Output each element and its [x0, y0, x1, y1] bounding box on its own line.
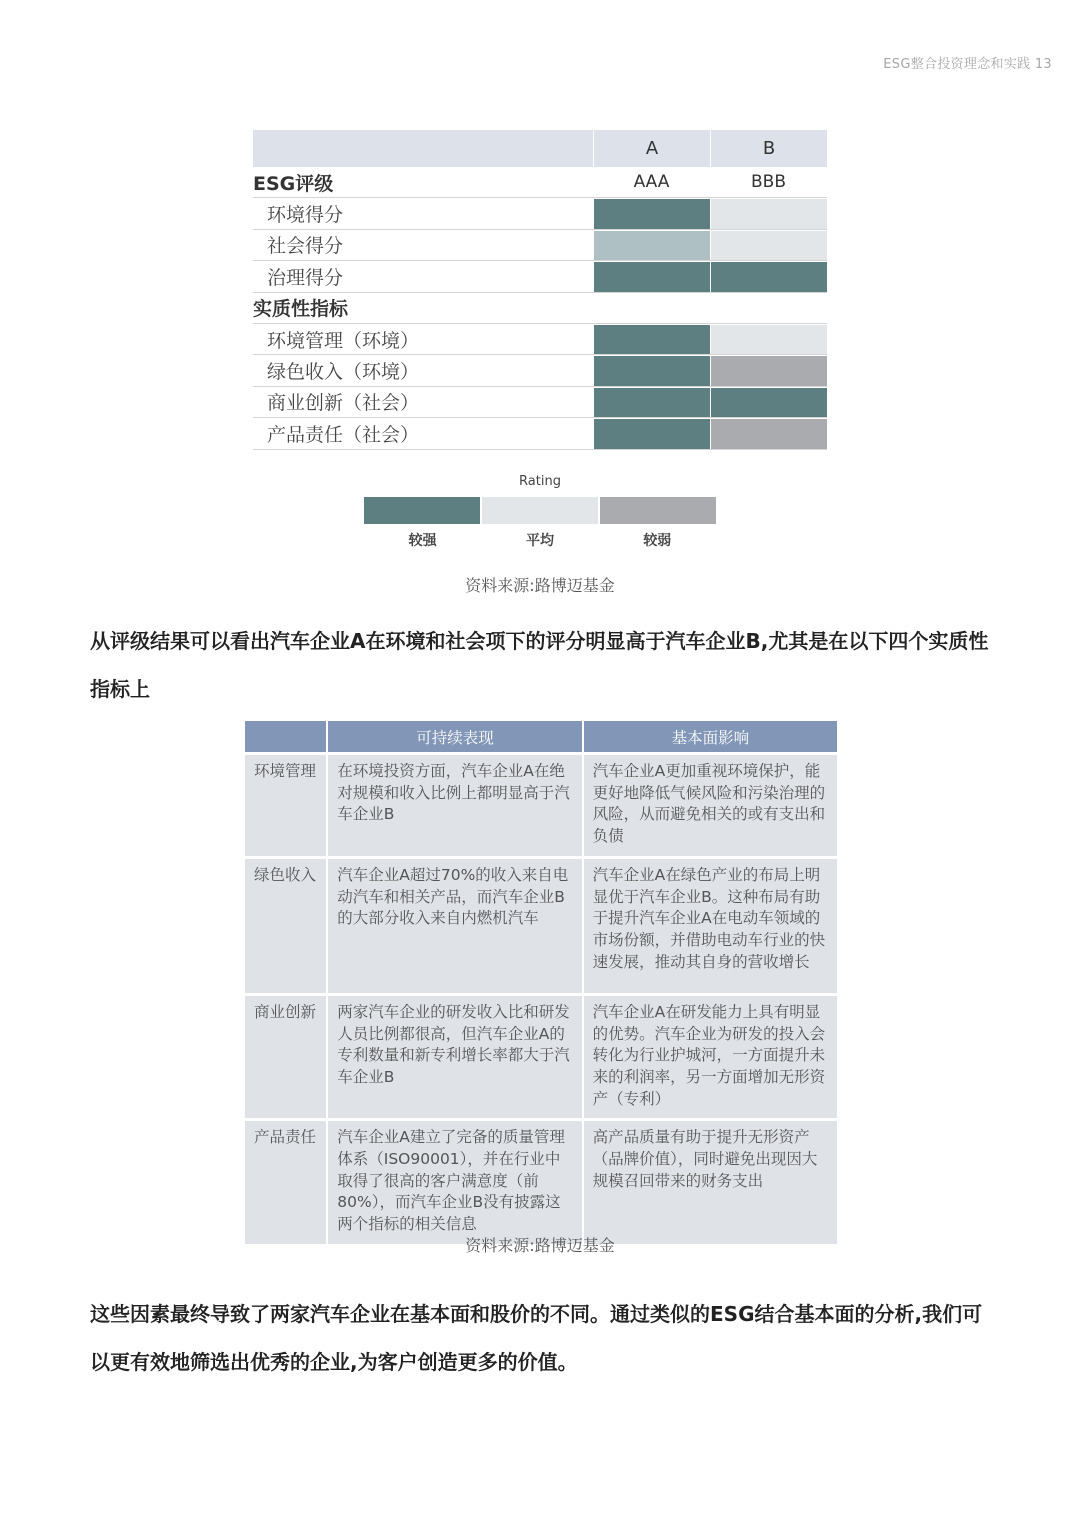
matrix-row-label: 产品责任（社会）	[267, 423, 420, 446]
table-cell-indicator: 环境管理	[245, 754, 327, 858]
page-header: ESG整合投资理念和实践 13	[883, 57, 1052, 72]
table-cell-impact: 汽车企业A在绿色产业的布局上明显优于汽车企业B。这种布局有助于提升汽车企业A在电动车领域的市场份额，并借助电动车行业的快速发展，推动其自身的营收增长	[583, 857, 837, 994]
matrix-header-row	[253, 130, 827, 167]
rating-swatch-b	[710, 324, 827, 354]
table-header-blank	[245, 721, 327, 754]
rating-matrix	[253, 130, 827, 450]
table-row	[245, 1120, 837, 1244]
table-cell-performance: 汽车企业A超过70%的收入来自电动汽车和相关产品，而汽车企业B的大部分收入来自内燃机汽车	[327, 857, 582, 994]
rating-swatch-a	[593, 230, 710, 260]
table-cell-impact: 汽车企业A在研发能力上具有明显的优势。汽车企业为研发的投入会转化为行业护城河，一方面提升未来的利润率，另一方面增加无形资产（专利）	[583, 994, 837, 1120]
rating-swatch-a	[593, 198, 710, 228]
legend-label-average: 平均	[525, 533, 554, 549]
rating-swatch-b	[710, 230, 827, 260]
table-header-impact: 基本面影响	[583, 721, 837, 754]
table-cell-indicator: 商业创新	[245, 994, 327, 1120]
table-row	[245, 857, 837, 994]
matrix-row-business-innovation	[253, 387, 827, 418]
legend-bar	[364, 497, 716, 524]
rating-swatch-b	[710, 387, 827, 417]
table-header-row	[245, 721, 837, 754]
matrix-row-esg-rating	[253, 167, 827, 198]
matrix-row-materiality	[253, 293, 827, 324]
table-cell-indicator: 产品责任	[245, 1120, 327, 1244]
paragraph-rating-result: 从评级结果可以看出汽车企业A在环境和社会项下的评分明显高于汽车企业B,尤其是在以下四个实质性指标上	[90, 629, 989, 701]
matrix-row-green-revenue	[253, 355, 827, 386]
rating-swatch-b	[710, 198, 827, 228]
table-cell-performance: 在环境投资方面，汽车企业A在绝对规模和收入比例上都明显高于汽车企业B	[327, 754, 582, 858]
matrix-row-label: 环境管理（环境）	[267, 329, 420, 352]
table-cell-impact: 汽车企业A更加重视环境保护，能更好地降低气候风险和污染治理的风险，从而避免相关的或有支出和负债	[583, 754, 837, 858]
rating-swatch-b	[710, 261, 827, 291]
matrix-row-environment-score	[253, 198, 827, 229]
legend-swatch-average	[482, 497, 598, 524]
rating-swatch-b	[710, 355, 827, 385]
rating-swatch-a	[593, 324, 710, 354]
matrix-row-label: 商业创新（社会）	[267, 392, 420, 415]
matrix-row-product-responsibility	[253, 418, 827, 449]
rating-legend	[364, 474, 716, 550]
source-note: 资料来源:路博迈基金	[465, 576, 615, 595]
table-cell-impact: 高产品质量有助于提升无形资产（品牌价值），同时避免出现因大规模召回带来的财务支出	[583, 1120, 837, 1244]
source-note-2: 资料来源:路博迈基金	[465, 1236, 615, 1255]
matrix-value-b: BBB	[751, 172, 786, 193]
matrix-row-label: 环境得分	[267, 204, 344, 227]
rating-swatch-a	[593, 355, 710, 385]
table-row	[245, 994, 837, 1120]
legend-title: Rating	[519, 474, 561, 489]
matrix-row-label: 绿色收入（环境）	[267, 361, 420, 384]
matrix-row-env-management	[253, 324, 827, 355]
matrix-header-a: A	[593, 130, 710, 167]
legend-swatch-strong	[364, 497, 480, 524]
rating-swatch-a	[593, 261, 710, 291]
table-cell-performance: 汽车企业A建立了完备的质量管理体系（ISO90001），并在行业中取得了很高的客户满意度（前80%），而汽车企业B没有披露这两个指标的相关信息	[327, 1120, 582, 1244]
matrix-row-label: ESG评级	[253, 172, 334, 195]
rating-swatch-a	[593, 387, 710, 417]
legend-label-weak: 较弱	[643, 533, 672, 549]
rating-swatch-a	[593, 418, 710, 448]
matrix-value-a: AAA	[633, 172, 670, 193]
legend-label-strong: 较强	[408, 533, 437, 549]
matrix-header-blank	[253, 130, 593, 167]
legend-labels	[364, 530, 716, 550]
table-header-performance: 可持续表现	[327, 721, 582, 754]
matrix-row-social-score	[253, 230, 827, 261]
table-cell-performance: 两家汽车企业的研发收入比和研发人员比例都很高，但汽车企业A的专利数量和新专利增长率都大于汽车企业B	[327, 994, 582, 1120]
matrix-empty-b	[710, 293, 827, 323]
matrix-header-b: B	[710, 130, 827, 167]
legend-swatch-weak	[600, 497, 716, 524]
matrix-row-governance-score	[253, 261, 827, 292]
rating-swatch-b	[710, 418, 827, 448]
table-cell-indicator: 绿色收入	[245, 857, 327, 994]
matrix-empty-a	[593, 293, 710, 323]
matrix-row-label: 治理得分	[267, 266, 344, 289]
matrix-row-label: 实质性指标	[253, 298, 349, 321]
paragraph-conclusion: 这些因素最终导致了两家汽车企业在基本面和股价的不同。通过类似的ESG结合基本面的分析,我们可以更有效地筛选出优秀的企业,为客户创造更多的价值。	[90, 1302, 983, 1374]
table-row	[245, 754, 837, 858]
matrix-row-label: 社会得分	[267, 235, 344, 258]
comparison-table	[245, 721, 837, 1244]
